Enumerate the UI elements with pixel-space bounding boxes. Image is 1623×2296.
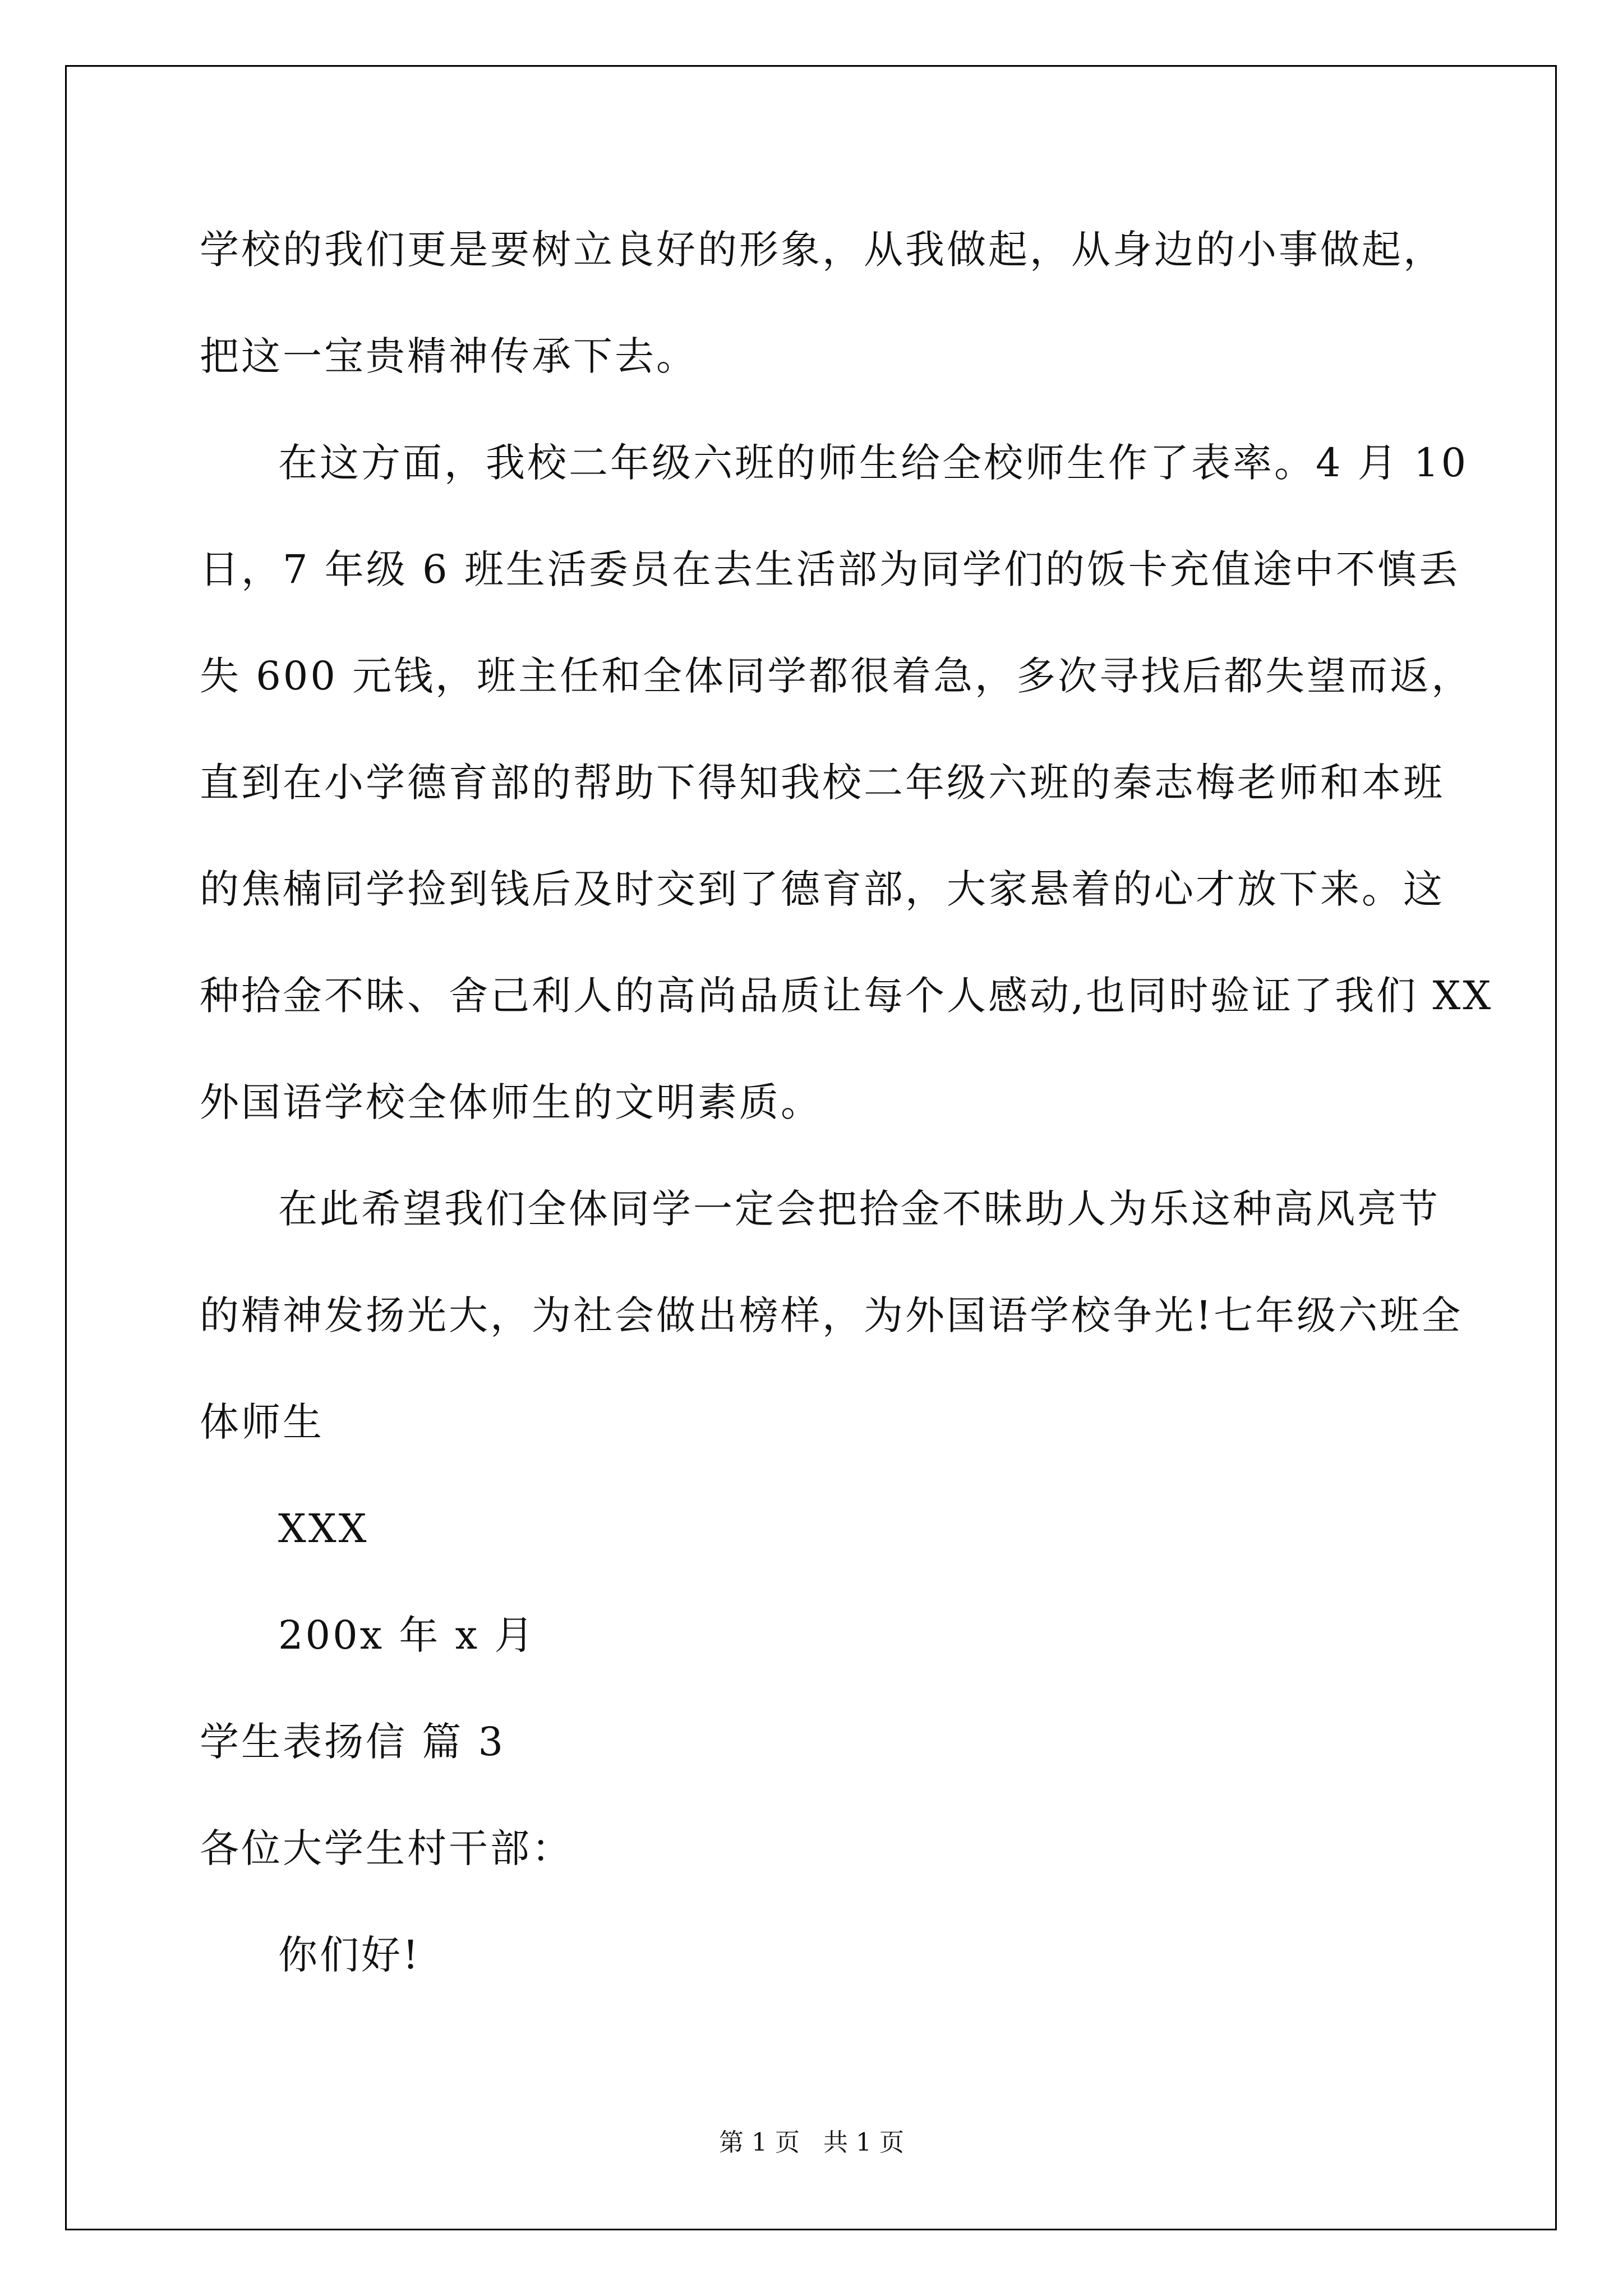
text-line: XXX xyxy=(278,1506,369,1552)
salutation: 各位大学生村干部： xyxy=(200,1825,573,1871)
text-line: 种拾金不昧、舍己利人的高尚品质让每个人感动,也同时验证了我们 XX xyxy=(200,973,1493,1019)
text-line: 日，7 年级 6 班生活委员在去生活部为同学们的饭卡充值途中不慎丢 xyxy=(200,546,1460,592)
greeting: 你们好! xyxy=(278,1932,421,1978)
text-line: 学校的我们更是要树立良好的形象，从我做起，从身边的小事做起， xyxy=(200,227,1445,273)
text-line: 失 600 元钱，班主任和全体同学都很着急，多次寻找后都失望而返， xyxy=(200,653,1473,699)
text-line: 在此希望我们全体同学一定会把拾金不昧助人为乐这种高风亮节 xyxy=(278,1186,1440,1232)
text-line: 的焦楠同学捡到钱后及时交到了德育部，大家悬着的心才放下来。这 xyxy=(200,866,1445,912)
text-line: 在这方面，我校二年级六班的师生给全校师生作了表率。4 月 10 xyxy=(278,440,1469,486)
section-heading: 学生表扬信 篇 3 xyxy=(200,1719,506,1765)
text-line: 外国语学校全体师生的文明素质。 xyxy=(200,1079,822,1125)
text-line: 体师生 xyxy=(200,1399,324,1445)
page-border xyxy=(65,65,1557,2230)
text-line: 直到在小学德育部的帮助下得知我校二年级六班的秦志梅老师和本班 xyxy=(200,760,1445,806)
text-line: 把这一宝贵精神传承下去。 xyxy=(200,333,698,379)
text-line: 的精神发扬光大，为社会做出榜样，为外国语学校争光!七年级六班全 xyxy=(200,1292,1463,1338)
text-line: 200x 年 x 月 xyxy=(278,1612,536,1658)
page-footer: 第 1 页 共 1 页 xyxy=(719,2128,904,2157)
